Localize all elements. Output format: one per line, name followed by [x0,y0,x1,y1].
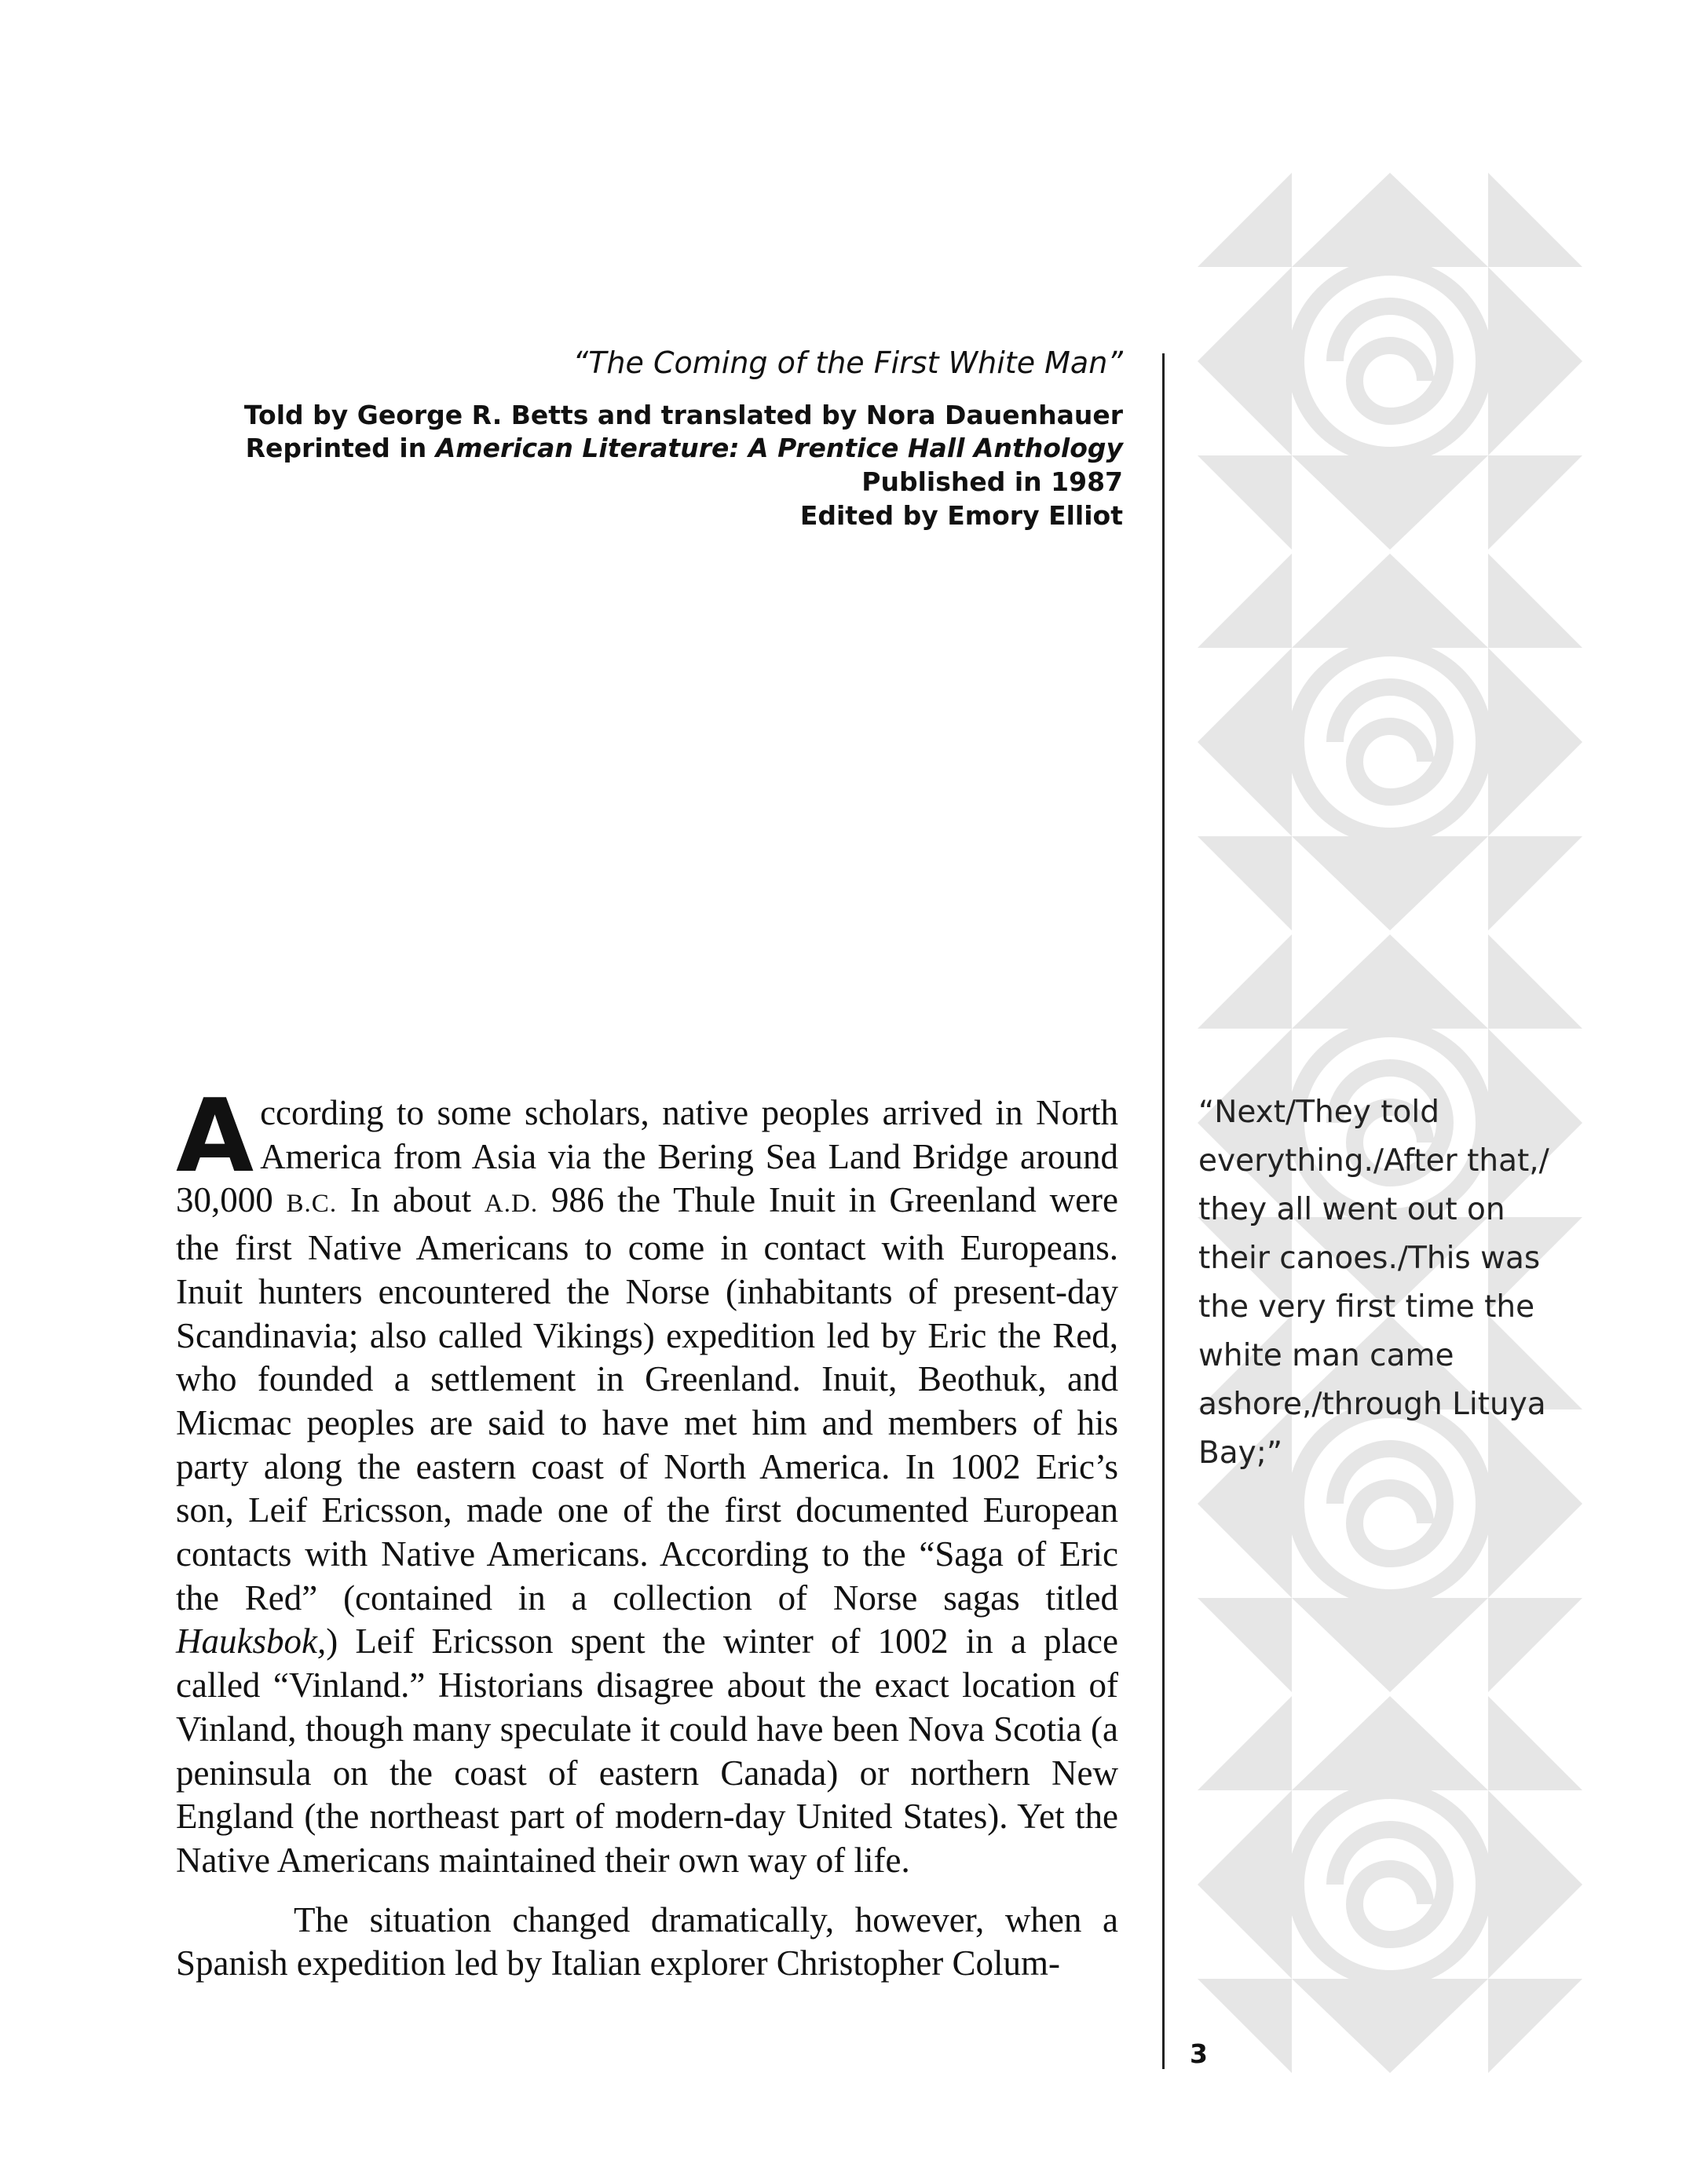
paragraph-2: The situation changed dramatically, however, when a Spanish expedition led by Italian explorer Christopher Colum- [176,1899,1118,1983]
sidebar-quote: “Next/They told everything./After that,/ they all went out on their canoes./This was the very first time the white man came ashore,/through Lituya Bay;” [1198,1095,1549,1471]
book-title-hauksbok: Hauksbok, [176,1621,327,1662]
p1-text-4: ) Leif Ericsson spent the winter of 1002 in a place called “Vinland.” Historians disagree about the exact location of Vinland, though many speculate it could have been Nova Scotia (a peninsula on the coast of eastern Canada) or northern New England (the northeast part of modern-day United States). Yet the Native Americans maintained their own way of life. [176,1621,1118,1880]
anthology-title: American Literature: A Prentice Hall Anthology [435,433,1123,464]
star-spiral-motif [1198,173,1582,550]
reprint-prefix: Reprinted in [245,433,436,464]
reprint-line [157,432,1123,466]
page-number: 3 [1190,2038,1208,2069]
teller-translator: Told by George R. Betts and translated by Nora Dauenhauer [243,399,1123,430]
era-bc: B.C. [286,1190,338,1219]
p1-text-2: In about [337,1180,485,1220]
paragraph-1 [176,1078,1119,1883]
vertical-rule [1162,353,1165,2069]
editor-line: Edited by Emory Elliot [799,500,1123,532]
source-header [157,345,1123,533]
p1-text-3: 986 the Thule Inuit in Greenland were the first Native Americans to come in contact with Europeans. Inuit hunters encountered the Norse (inhabitants of present-day Scandinavia; also called Vikings) expedition led by Eric the Red, who founded a settlement in Greenland. Inuit, Beothuk, and Micmac peoples are said to have met him and members of his party along the eastern coast of North America. In 1002 Eric’s son, Leif Ericsson, made one of the first documented European contacts with Native Americans. According to the “Saga of Eric the Red” (contained in a collection of Norse sagas titled [176,1180,1119,1618]
drop-cap: A [176,1078,254,1195]
publication-year: Published in 1987 [861,466,1123,498]
era-ad: A.D. [484,1190,539,1219]
work-title: “The Coming of the First White Man” [572,345,1123,380]
body-text [176,1078,1119,1986]
p1-text-1: ccording to some scholars, native peoples arrived in North America from Asia via the Bering Sea Land Bridge around 30,000 [176,1093,1118,1220]
